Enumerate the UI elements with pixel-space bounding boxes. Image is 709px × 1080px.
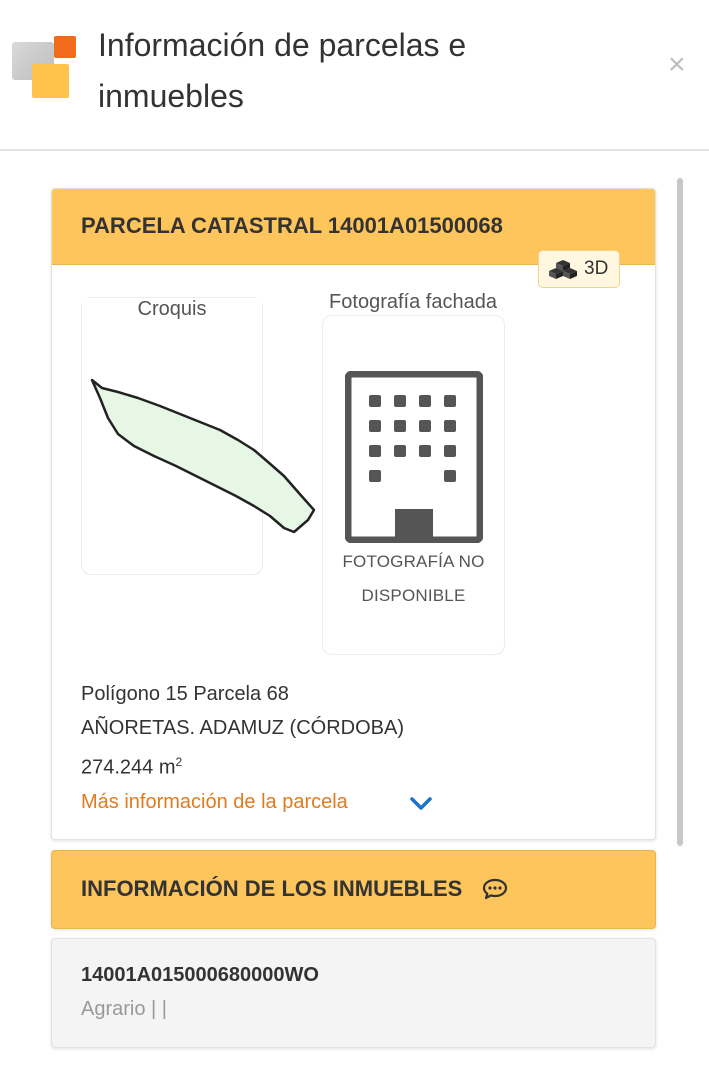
more-info-link[interactable]: Más información de la parcela (81, 791, 348, 813)
parcela-card (51, 188, 656, 840)
foto-fachada-panel[interactable] (322, 291, 505, 655)
dialog-title: Información de parcelas e inmuebles (98, 27, 467, 114)
inmueble-ref: 14001A015000680000WO (81, 964, 319, 986)
foto-fachada-label: Fotografía fachada (329, 291, 497, 313)
chevron-down-icon[interactable] (410, 797, 432, 811)
croquis-panel[interactable] (81, 297, 263, 575)
parcela-area (81, 745, 404, 785)
cubes-3d-icon (549, 260, 577, 280)
view-3d-label: 3D (584, 258, 609, 279)
inmuebles-heading: INFORMACIÓN DE LOS INMUEBLES (81, 876, 463, 901)
scrollbar[interactable] (677, 178, 683, 846)
parcela-area-value: 274.244 m (81, 756, 176, 779)
foto-unavailable-text: FOTOGRAFÍA NO DISPONIBLE (342, 552, 485, 605)
logo-icon (12, 34, 78, 102)
inmuebles-header[interactable] (51, 850, 656, 929)
croquis-label: Croquis (82, 298, 262, 321)
parcel-sketch (88, 368, 324, 538)
parcela-address: AÑORETAS. ADAMUZ (CÓRDOBA) (81, 717, 404, 739)
comments-icon (482, 878, 508, 900)
parcela-area-unit: 2 (175, 755, 183, 769)
building-icon (345, 371, 483, 543)
parcela-info (81, 677, 404, 785)
parcela-location: Polígono 15 Parcela 68 (81, 683, 289, 705)
inmueble-item[interactable] (51, 938, 656, 1048)
view-3d-button[interactable] (538, 250, 620, 288)
inmueble-uso: Agrario | | (81, 998, 167, 1020)
parcela-heading: PARCELA CATASTRAL 14001A01500068 (81, 213, 503, 238)
close-icon[interactable]: × (668, 48, 686, 81)
dialog-header (0, 0, 709, 151)
